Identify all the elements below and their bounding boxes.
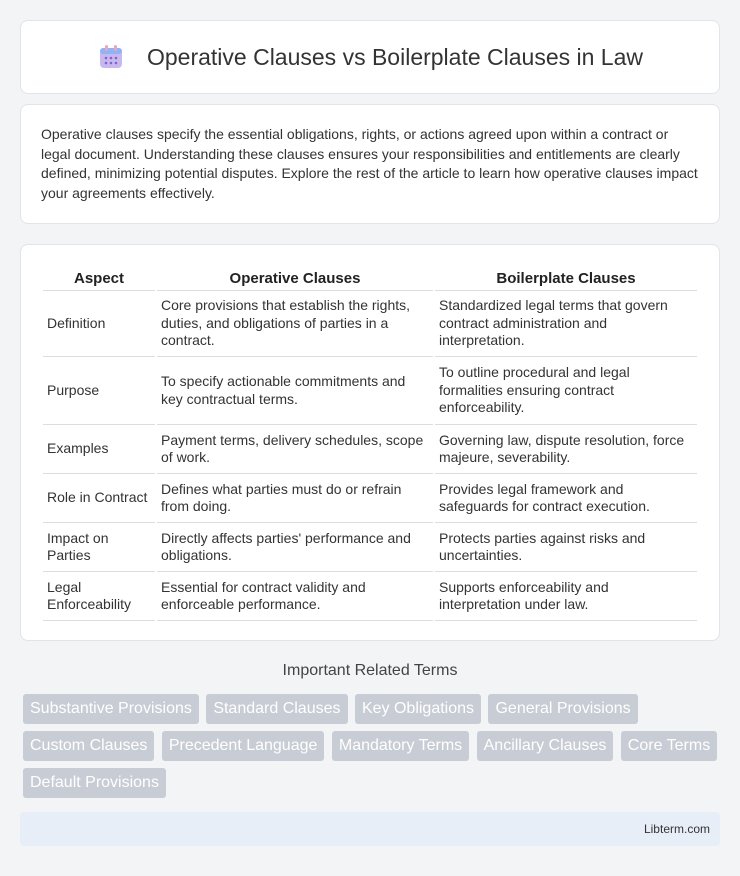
row-operative: To specify actionable commitments and key contractual terms. (157, 359, 433, 425)
related-terms-list (23, 694, 723, 805)
footer-site-link[interactable]: Libterm.com (643, 822, 710, 836)
row-boilerplate: To outline procedural and legal formalities ensuring contract enforceability. (435, 359, 697, 425)
comparison-card (20, 244, 720, 641)
row-operative: Core provisions that establish the rights, duties, and obligations of parties in a contract. (157, 293, 433, 357)
related-term-tag[interactable]: Substantive Provisions (23, 694, 199, 724)
header-aspect: Aspect (43, 267, 155, 291)
row-aspect: Examples (43, 427, 155, 474)
row-aspect: Definition (43, 293, 155, 357)
row-operative: Payment terms, delivery schedules, scope of work. (157, 427, 433, 474)
related-term-tag[interactable]: Precedent Language (162, 731, 325, 761)
row-aspect: Role in Contract (43, 476, 155, 523)
related-term-tag[interactable]: Custom Clauses (23, 731, 154, 761)
related-term-tag[interactable]: Core Terms (621, 731, 717, 761)
row-boilerplate: Provides legal framework and safeguards for contract execution. (435, 476, 697, 523)
related-term-tag[interactable]: Key Obligations (355, 694, 481, 724)
intro-text: Operative clauses specify the essential obligations, rights, or actions agreed upon within a contract or legal document. Understanding these clauses ensures your responsibilities and entitlements are clearly defined, minimizing potential disputes. Explore the rest of the article to learn how operative clauses impact your agreements effectively. (41, 126, 698, 201)
related-terms-title: Important Related Terms (282, 662, 458, 679)
related-term-tag[interactable]: Standard Clauses (206, 694, 347, 724)
row-boilerplate: Supports enforceability and interpretation under law. (435, 574, 697, 621)
related-term-tag[interactable]: Mandatory Terms (332, 731, 469, 761)
row-boilerplate: Protects parties against risks and uncertainties. (435, 525, 697, 572)
calendar-icon (97, 43, 125, 71)
header-card (20, 20, 720, 94)
row-boilerplate: Standardized legal terms that govern contract administration and interpretation. (435, 293, 697, 357)
header-boilerplate: Boilerplate Clauses (435, 267, 697, 291)
table-row (43, 525, 697, 572)
table-row (43, 476, 697, 523)
row-aspect: Impact on Parties (43, 525, 155, 572)
table-row (43, 359, 697, 425)
table-header-row (43, 267, 697, 291)
table-row (43, 574, 697, 621)
row-aspect: Purpose (43, 359, 155, 425)
row-operative: Essential for contract validity and enforceable performance. (157, 574, 433, 621)
row-operative: Defines what parties must do or refrain from doing. (157, 476, 433, 523)
related-term-tag[interactable]: General Provisions (488, 694, 637, 724)
related-term-tag[interactable]: Default Provisions (23, 768, 166, 798)
table-row (43, 293, 697, 357)
table-row (43, 427, 697, 474)
header-operative: Operative Clauses (157, 267, 433, 291)
row-boilerplate: Governing law, dispute resolution, force majeure, severability. (435, 427, 697, 474)
intro-card (20, 104, 720, 224)
page-title: Operative Clauses vs Boilerplate Clauses in Law (146, 43, 644, 70)
comparison-table (41, 265, 699, 623)
row-operative: Directly affects parties' performance and obligations. (157, 525, 433, 572)
footer (20, 812, 720, 846)
row-aspect: Legal Enforceability (43, 574, 155, 621)
related-term-tag[interactable]: Ancillary Clauses (477, 731, 614, 761)
